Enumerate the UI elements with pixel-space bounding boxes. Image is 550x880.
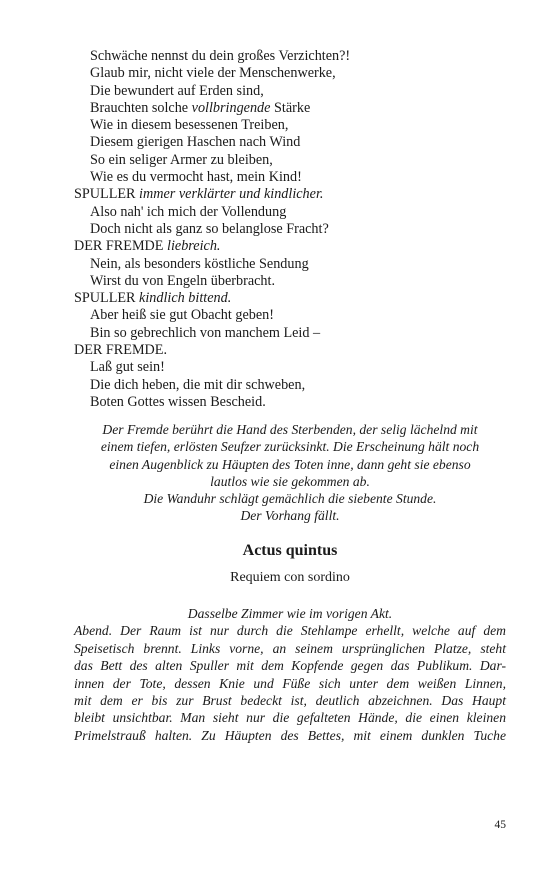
stage-direction-line: Der Fremde berührt die Hand des Sterbenden, der selig lächelnd mit [102,422,478,437]
act-subtitle: Requiem con sordino [230,570,350,585]
stage-direction-curtain [74,421,506,525]
act-title: Actus quintus [242,542,338,559]
stage-direction-line: einem tiefen, erlösten Seufzer zurücksinkt. Die Erscheinung hält noch [100,439,480,455]
stage-direction-line: Der Vorhang fällt. [240,508,340,524]
verse-line: Schwäche nennst du dein großes Verzichten?! [90,48,351,64]
stage-direction-line: Abend. Der Raum ist nur durch die Stehlampe erhellt, welche auf dem [74,623,506,639]
speaker-direction: immer verklärter und kindlicher. [139,186,324,203]
verse-line: Wie es du vermocht hast, mein Kind! [90,169,302,186]
stage-direction-line: das Bett des alten Spuller mit dem Kopfende gegen das Publikum. Dar- [74,658,506,674]
stage-direction-line: einen Augenblick zu Häupten des Toten inne, dann geht sie ebenso [109,456,471,472]
verse-line: Boten Gottes wissen Bescheid. [90,393,266,410]
speaker-line [74,342,514,359]
stage-direction-setting [74,605,506,744]
verse-emphasis: vollbringende [191,99,271,116]
stage-direction-line: bleibt unsichtbar. Man sieht nur die gefalteten Hände, die einen kleinen [74,710,506,726]
stage-direction-line: Die Wanduhr schlägt gemächlich die siebente Stunde. [143,491,437,507]
verse-line: Doch nicht als ganz so belanglose Fracht? [90,220,329,237]
stage-direction-line: lautlos wie sie gekommen ab. [210,473,370,489]
stage-direction-line: Speisetisch brennt. Links vorne, an seinem ursprünglichen Platze, steht [74,640,506,656]
speaker-direction: kindlich bittend. [139,290,232,307]
verse-line: Wirst du von Engeln überbracht. [90,272,275,289]
verse-line [74,100,514,117]
speaker-line [74,186,514,203]
speaker-direction: liebreich. [167,238,221,255]
stage-direction-line: mit dem er bis zur Brust bedeckt ist, deutlich abzeichnen. Das Haupt [74,693,506,709]
verse-line: Nein, als besonders köstliche Sendung [90,255,309,272]
stage-direction-line: innen der Tote, dessen Knie und Füße sich unter dem weißen Linnen, [74,675,506,691]
verse-line: Diesem gierigen Haschen nach Wind [90,134,301,151]
speaker-line [74,290,514,307]
verse-block [74,48,514,411]
verse-line: Laß gut sein! [90,359,165,376]
verse-line: Die bewundert auf Erden sind, [90,82,264,99]
page-number: 45 [494,819,506,831]
stage-direction-line: Dasselbe Zimmer wie im vorigen Akt. [187,606,393,621]
verse-text: Brauchten solche [90,99,192,116]
verse-line: Aber heiß sie gut Obacht geben! [90,307,274,324]
verse-line: Die dich heben, die mit dir schweben, [90,376,306,393]
verse-line: Wie in diesem besessenen Treiben, [90,117,289,134]
stage-direction-line: Primelstrauß halten. Zu Häupten des Bettes, mit einem dunklen Tuche [74,727,506,743]
verse-line: So ein seliger Armer zu bleiben, [90,151,273,168]
speaker-name: DER FREMDE. [74,342,168,359]
verse-text: Stärke [270,99,311,116]
verse-line: Also nah' ich mich der Vollendung [90,203,287,220]
verse-line: Glaub mir, nicht viele der Menschenwerke, [90,65,336,82]
speaker-name: SPULLER [74,290,136,307]
speaker-line [74,238,514,255]
speaker-name: DER FREMDE [74,238,164,255]
verse-line: Bin so gebrechlich von manchem Leid – [90,324,321,341]
speaker-name: SPULLER [74,186,136,203]
